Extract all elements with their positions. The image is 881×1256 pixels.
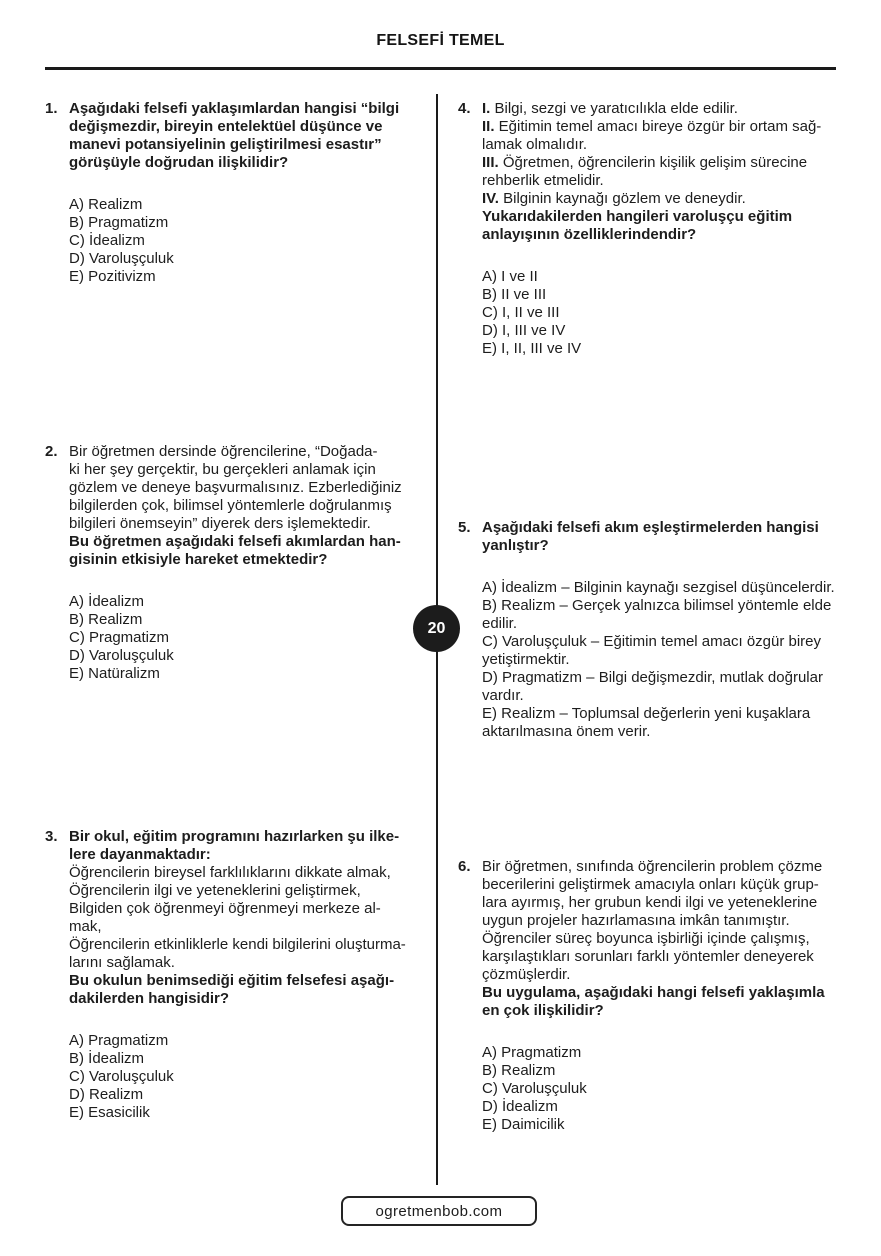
options-list: [482, 1044, 850, 1134]
option-line: D) Realizm: [69, 1086, 144, 1103]
question-text-segment: bilgileri önemseyin” diyerek ders işlemektedir.: [69, 515, 371, 532]
site-name: ogretmenbob.com: [375, 1202, 503, 1220]
question-text-segment: çözmüşlerdir.: [482, 966, 571, 983]
question-number: 6.: [458, 858, 471, 875]
question-number: 3.: [45, 828, 58, 845]
options-list: [482, 268, 850, 358]
question-text-segment: dakilerden hangisidir?: [69, 990, 230, 1007]
options-list: [69, 593, 437, 683]
question-text-segment: Öğrenciler süreç boyunca işbirliği içinde çalışmış,: [482, 930, 810, 947]
question-line: [69, 828, 437, 846]
question-text-segment: lara ayırmış, her grubun kendi ilgi ve yeteneklerine: [482, 894, 818, 911]
question-line: [482, 984, 850, 1002]
question-line: [69, 515, 437, 533]
question-text-segment: Bilginin kaynağı gözlem ve deneydir.: [503, 190, 746, 207]
question-text-segment: Bu okulun benimsediği eğitim felsefesi aşağı-: [69, 972, 395, 989]
question-line: [482, 100, 850, 118]
question-line: [69, 479, 437, 497]
option-line: yetiştirmektir.: [482, 651, 570, 668]
question-text-segment: ki her şey gerçektir, bu gerçekleri anlamak için: [69, 461, 376, 478]
question-text-segment: Aşağıdaki felsefi akım eşleştirmelerden hangisi: [482, 519, 819, 536]
question-line: [482, 894, 850, 912]
question-line: [69, 864, 437, 882]
question-text-segment: lere dayanmaktadır:: [69, 846, 211, 863]
question-line: [482, 912, 850, 930]
question-text-segment: rehberlik etmelidir.: [482, 172, 604, 189]
question-text-segment: gisinin etkisiyle hareket etmektedir?: [69, 551, 328, 568]
question-text-segment: Bir öğretmen dersinde öğrencilerine, “Doğada-: [69, 443, 378, 460]
option-line: A) Pragmatizm: [69, 1032, 169, 1049]
question-line: [69, 846, 437, 864]
question-line: [69, 882, 437, 900]
question-line: [69, 551, 437, 569]
question-text-segment: Bu öğretmen aşağıdaki felsefi akımlardan han-: [69, 533, 401, 550]
question-line: [482, 858, 850, 876]
question-text-segment: Eğitimin temel amacı bireye özgür bir ortam sağ-: [498, 118, 822, 135]
option-line: E) Esasicilik: [69, 1104, 150, 1121]
question-body: [482, 858, 850, 1134]
option-line: E) I, II, III ve IV: [482, 340, 582, 357]
question-text-segment: uygun projeler hazırlamasına imkân tanımıştır.: [482, 912, 790, 929]
question-block: [45, 443, 437, 683]
option-line: E) Pozitivizm: [69, 268, 156, 285]
option-line: E) Natüralizm: [69, 665, 160, 682]
option-line: D) I, III ve IV: [482, 322, 566, 339]
question-text-segment: Öğrencilerin ilgi ve yeteneklerini geliştirmek,: [69, 882, 361, 899]
option-line: aktarılmasına önem verir.: [482, 723, 651, 740]
options-list: [69, 1032, 437, 1122]
question-line: [69, 100, 437, 118]
question-text-segment: bilgilerden çok, bilimsel yöntemlerle doğrulanmış: [69, 497, 392, 514]
question-line: [69, 497, 437, 515]
option-line: A) Realizm: [69, 196, 143, 213]
question-text-segment: mak,: [69, 918, 102, 935]
question-body: [69, 100, 437, 286]
question-line: [69, 954, 437, 972]
question-text-segment: en çok ilişkilidir?: [482, 1002, 604, 1019]
question-text-segment: becerilerini geliştirmek amacıyla onları küçük grup-: [482, 876, 819, 893]
option-line: C) Varoluşçuluk – Eğitimin temel amacı özgür birey: [482, 633, 822, 650]
header-rule: [45, 67, 836, 70]
question-body: [482, 100, 850, 358]
question-text-segment: lamak olmalıdır.: [482, 136, 588, 153]
question-text-segment: Bir okul, eğitim programını hazırlarken şu ilke-: [69, 828, 400, 845]
question-number: 2.: [45, 443, 58, 460]
option-line: D) Varoluşçuluk: [69, 647, 174, 664]
question-text-segment: Bir öğretmen, sınıfında öğrencilerin problem çözme: [482, 858, 823, 875]
option-line: D) Varoluşçuluk: [69, 250, 174, 267]
option-line: D) Pragmatizm – Bilgi değişmezdir, mutlak doğrular: [482, 669, 823, 686]
question-text-segment: manevi potansiyelinin geliştirilmesi esastır”: [69, 136, 382, 153]
question-text-segment: II.: [482, 118, 499, 135]
question-line: [482, 208, 850, 226]
option-line: B) İdealizm: [69, 1050, 145, 1067]
question-line: [482, 537, 850, 555]
option-line: A) Pragmatizm: [482, 1044, 582, 1061]
option-line: E) Realizm – Toplumsal değerlerin yeni kuşaklara: [482, 705, 811, 722]
question-line: [482, 519, 850, 537]
option-line: B) II ve III: [482, 286, 547, 303]
question-line: [482, 136, 850, 154]
question-body: [69, 828, 437, 1122]
question-body: [482, 519, 850, 741]
question-block: [45, 828, 437, 1122]
question-line: [69, 918, 437, 936]
options-list: [482, 579, 850, 741]
question-line: [482, 154, 850, 172]
option-line: A) İdealizm – Bilginin kaynağı sezgisel düşüncelerdir.: [482, 579, 835, 596]
question-line: [482, 226, 850, 244]
question-line: [69, 936, 437, 954]
option-line: C) Varoluşçuluk: [482, 1080, 587, 1097]
question-text-segment: yanlıştır?: [482, 537, 549, 554]
question-text-segment: görüşüyle doğrudan ilişkilidir?: [69, 154, 289, 171]
question-number: 1.: [45, 100, 58, 117]
question-line: [482, 966, 850, 984]
question-text-segment: Öğrencilerin etkinliklerle kendi bilgilerini oluşturma-: [69, 936, 406, 953]
option-line: edilir.: [482, 615, 518, 632]
question-text-segment: IV.: [482, 190, 504, 207]
option-line: vardır.: [482, 687, 524, 704]
question-text-segment: Öğrencilerin bireysel farklılıklarını dikkate almak,: [69, 864, 391, 881]
option-line: B) Realizm – Gerçek yalnızca bilimsel yöntemle elde: [482, 597, 832, 614]
question-text-segment: gözlem ve deneye başvurmalısınız. Ezberlediğiniz: [69, 479, 402, 496]
page-number: 20: [427, 619, 446, 637]
option-line: C) Pragmatizm: [69, 629, 170, 646]
question-block: [458, 858, 850, 1134]
question-text-segment: karşılaştıkları sorunları farklı yöntemler deneyerek: [482, 948, 814, 965]
question-line: [69, 990, 437, 1008]
option-line: A) I ve II: [482, 268, 538, 285]
question-text-segment: III.: [482, 154, 503, 171]
question-text-segment: Yukarıdakilerden hangileri varoluşçu eğitim: [482, 208, 793, 225]
option-line: B) Realizm: [482, 1062, 556, 1079]
question-text-segment: değişmezdir, bireyin entelektüel düşünce ve: [69, 118, 383, 135]
question-block: [458, 100, 850, 358]
option-line: A) İdealizm: [69, 593, 145, 610]
question-line: [482, 172, 850, 190]
question-text-segment: Aşağıdaki felsefi yaklaşımlardan hangisi “bilgi: [69, 100, 400, 117]
question-line: [482, 930, 850, 948]
page-number-badge: [413, 605, 460, 652]
question-text-segment: Bilgi, sezgi ve yaratıcılıkla elde edilir.: [494, 100, 738, 117]
question-line: [69, 461, 437, 479]
question-line: [69, 533, 437, 551]
option-line: D) İdealizm: [482, 1098, 558, 1115]
question-line: [482, 876, 850, 894]
question-line: [69, 136, 437, 154]
option-line: C) I, II ve III: [482, 304, 560, 321]
question-line: [482, 118, 850, 136]
question-text-segment: larını sağlamak.: [69, 954, 175, 971]
question-line: [69, 972, 437, 990]
question-text-segment: I.: [482, 100, 495, 117]
question-number: 4.: [458, 100, 471, 117]
question-line: [69, 443, 437, 461]
question-text-segment: Bu uygulama, aşağıdaki hangi felsefi yaklaşımla: [482, 984, 825, 1001]
page-title: FELSEFİ TEMEL: [376, 32, 505, 49]
option-line: E) Daimicilik: [482, 1116, 565, 1133]
site-badge: [341, 1196, 537, 1226]
question-text-segment: Bilgiden çok öğrenmeyi öğrenmeyi merkeze al-: [69, 900, 381, 917]
question-line: [69, 118, 437, 136]
option-line: B) Realizm: [69, 611, 143, 628]
question-line: [482, 948, 850, 966]
question-line: [482, 1002, 850, 1020]
question-text-segment: Öğretmen, öğrencilerin kişilik gelişim sürecine: [502, 154, 808, 171]
question-line: [69, 154, 437, 172]
option-line: B) Pragmatizm: [69, 214, 169, 231]
option-line: C) Varoluşçuluk: [69, 1068, 174, 1085]
option-line: C) İdealizm: [69, 232, 145, 249]
question-block: [458, 519, 850, 741]
question-body: [69, 443, 437, 683]
options-list: [69, 196, 437, 286]
question-text-segment: anlayışının özelliklerindendir?: [482, 226, 697, 243]
question-block: [45, 100, 437, 286]
question-number: 5.: [458, 519, 471, 536]
question-line: [482, 190, 850, 208]
question-line: [69, 900, 437, 918]
